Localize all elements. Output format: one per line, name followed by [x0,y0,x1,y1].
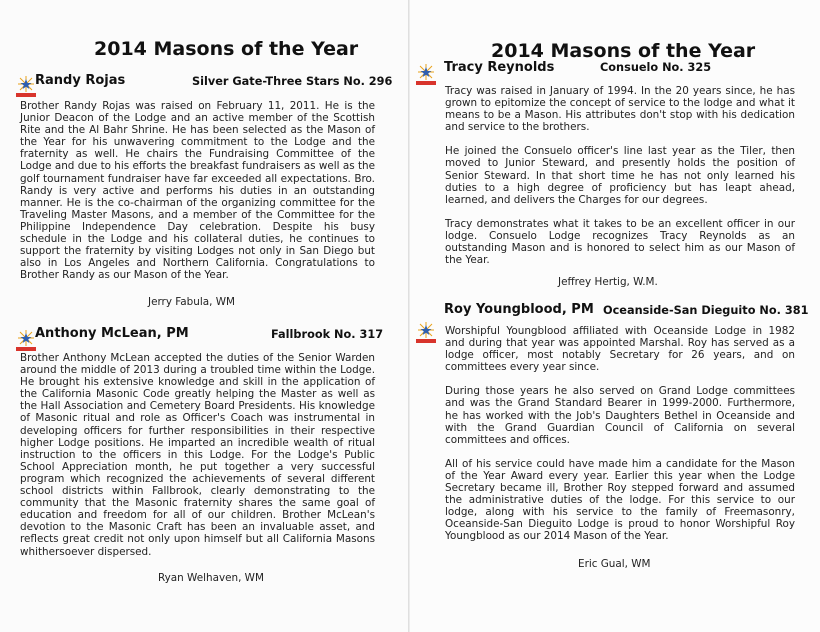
lodge-name: Silver Gate-Three Stars No. 296 [192,75,393,88]
description-paragraph: During those years he also served on Grand Lodge committees and was the Grand Standard Bearer in 1999-2000. Furthermore, he has worked with the Job's Daughters Bethel in Oceanside and with the Grand Guardian Council of California on several committees and offices. [445,385,795,446]
right-page [410,0,820,632]
signature: Ryan Welhaven, WM [158,572,264,584]
honoree-description [445,85,795,278]
honoree-name: Randy Rojas [35,73,126,88]
honoree-name: Roy Youngblood, PM [444,302,594,317]
honoree-description [445,325,795,555]
honoree-name: Anthony McLean, PM [35,326,189,341]
lodge-name: Consuelo No. 325 [600,61,712,74]
masonic-star-logo-icon [414,320,438,344]
description-paragraph: All of his service could have made him a candidate for the Mason of the Year Award every year. Earlier this year when the Lodge Secretary became ill, Brother Roy stepped forward and assumed the administrative duties of the lodge. For this service to our lodge, along with his service to the family of Freemasonry, Oceanside-San Dieguito Lodge is proud to honor Worshipful Roy Youngblood as our 2014 Mason of the Year. [445,457,795,543]
description-paragraph: Brother Randy Rojas was raised on February 11, 2011. He is the Junior Deacon of the Lodge and an active member of the Scottish Rite and the Al Bahr Shrine. He has been selected as the Mason of the Year for his unwavering commitment to the Lodge and the fraternity as well. He chairs the Fundraising Committee of the Lodge and due to his efforts the breakfast fundraisers as well as the golf tournament fundraiser have far exceeded all expectations. Bro. Randy is very active and performs his duties in an outstanding manner. He is the co-chairman of the organizing committee for the Traveling Master Masons, and a member of the Committee for the Philippine Independence Day celebration. Despite his busy schedule in the Lodge and his collateral duties, he continues to support the fraternity by visiting Lodges not only in San Diego but also in Los Angeles and Northern California. Congratulations to Brother Randy as our Mason of the Year. [20,100,375,282]
honoree-description [20,100,375,293]
honoree-description [20,352,375,570]
description-paragraph: He joined the Consuelo officer's line last year as the Tiler, then moved to Junior Steward, and presently holds the position of Senior Steward. In that short time he has not only learned his duties to a high degree of proficiency but has leapt ahead, learned, and delivers the Charges for our degrees. [445,145,795,206]
signature: Eric Gual, WM [578,558,651,570]
description-paragraph: Worshipful Youngblood affiliated with Oceanside Lodge in 1982 and during that year was appointed Marshal. Roy has served as a lodge officer, most notably Secretary for 26 years, and on committees every year since. [445,325,795,374]
description-paragraph: Brother Anthony McLean accepted the duties of the Senior Warden around the middle of 2013 during a troubled time within the Lodge. He brought his extensive knowledge and skill in the application of the California Masonic Code greatly helping the Master as well as the Hall Association and Cemetery Board Presidents. His knowledge of Masonic ritual and role as Officer's Coach was instrumental in developing officers for further responsibilities in their respective higher Lodge positions. He imparted an incredible wealth of ritual instruction to the officers in this Lodge. For the Lodge's Public School Appreciation month, he put together a very successful program which recognized the achievements of several different school districts within Fallbrook, clearly demonstrating to the community that the Masonic fraternity shares the same goal of education and freedom for all of our children. Brother McLean's devotion to the Masonic Craft has been an invaluable asset, and reflects great credit not only upon himself but all California Masons whithersoever dispersed. [20,352,375,558]
page-title: 2014 Masons of the Year [94,38,359,60]
lodge-name: Fallbrook No. 317 [271,328,384,341]
page-title: 2014 Masons of the Year [491,40,756,62]
signature: Jerry Fabula, WM [148,296,235,308]
lodge-name: Oceanside-San Dieguito No. 381 [603,304,809,317]
description-paragraph: Tracy was raised in January of 1994. In the 20 years since, he has grown to epitomize the concept of service to the lodge and what it means to be a Mason. His attributes don't stop with his dedication and service to the brothers. [445,85,795,134]
masonic-star-logo-icon [414,62,438,86]
signature: Jeffrey Hertig, W.M. [558,276,658,288]
honoree-name: Tracy Reynolds [444,60,555,75]
description-paragraph: Tracy demonstrates what it takes to be an excellent officer in our lodge. Consuelo Lodge recognizes Tracy Reynolds as an outstanding Mason and is honored to select him as our Mason of the Year. [445,217,795,267]
